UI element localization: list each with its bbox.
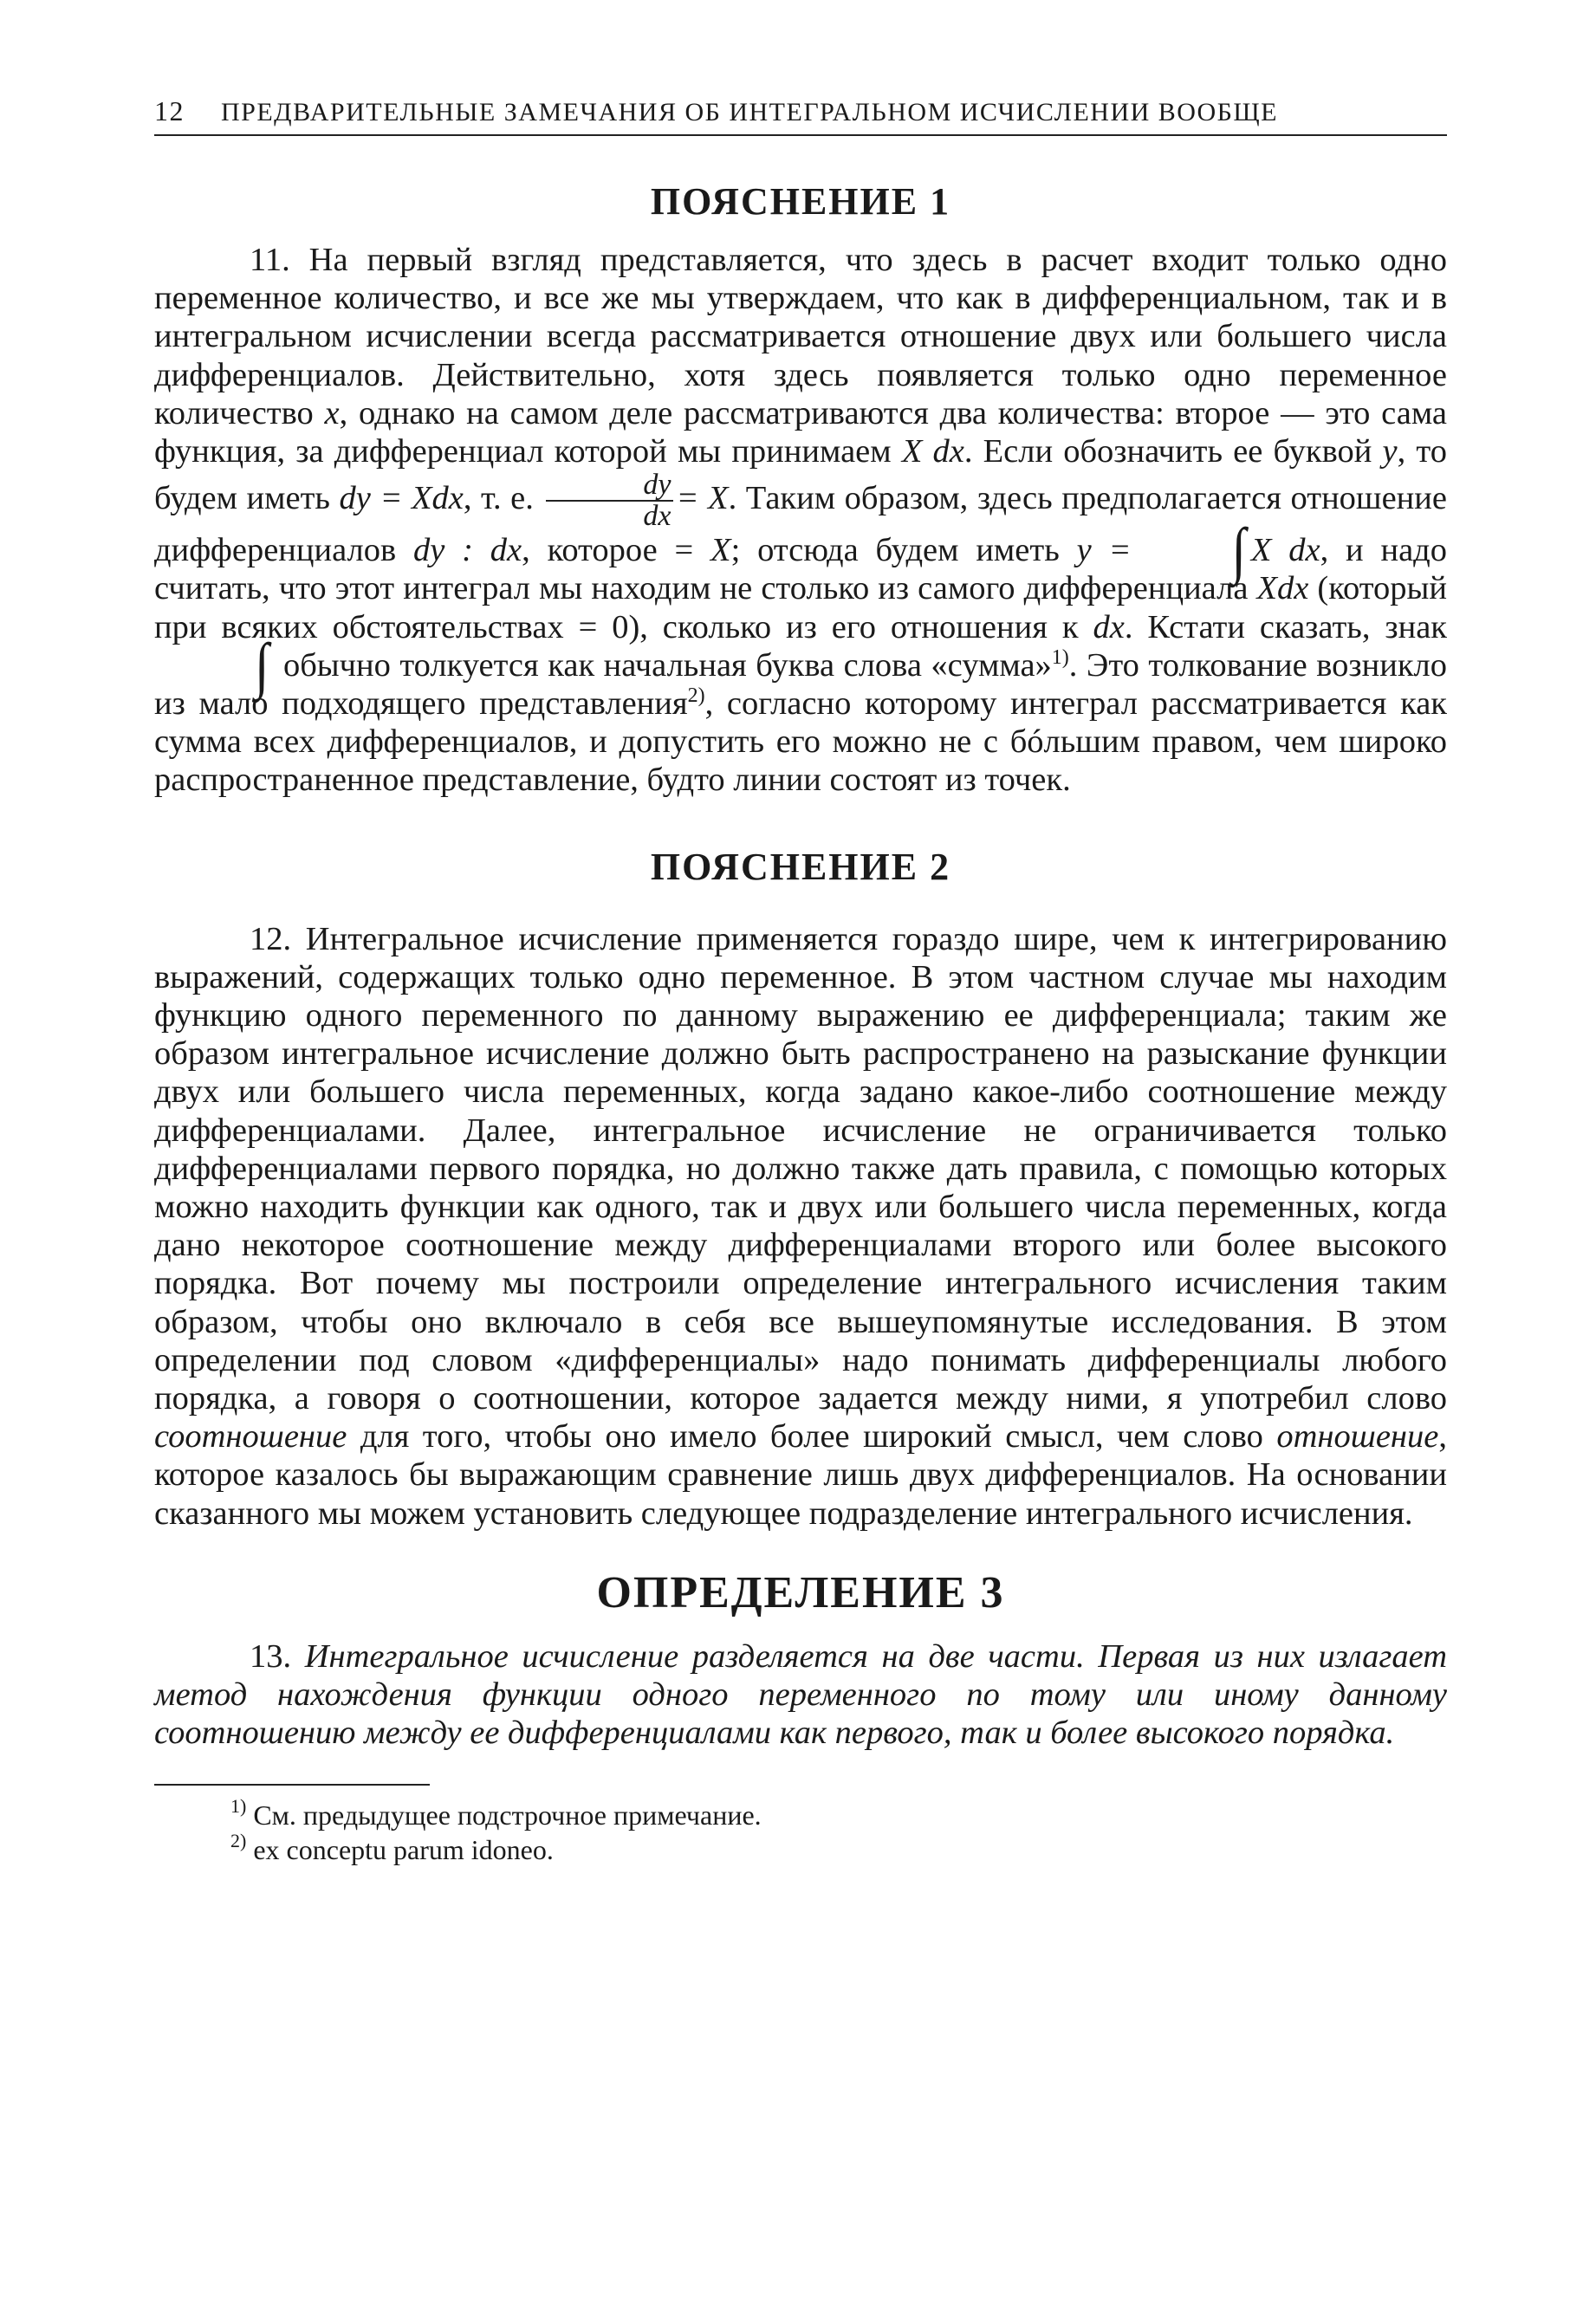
paragraph-11 [154,241,1447,800]
text: , которое = [522,532,711,569]
text: обычно толкуется как начальная буква слова «сумма» [274,646,1052,684]
paragraph-13 [154,1637,1447,1753]
math-Xdx-2: X dx [1250,532,1320,569]
section-heading-2: ПОЯСНЕНИЕ 2 [650,845,951,888]
integral-sign-icon: ∫ [255,631,269,700]
definition-text: Интегральное исчисление разделяется на две части. Первая из них излагает метод нахождения функции одного переменного по тому или иному данному соотношению между ее дифференциалами как первого, так и более высокого порядка. [154,1637,1447,1752]
math-Xdx-3: Xdx [1256,570,1309,607]
footnote-mark: 1) [230,1794,247,1817]
footnote-text: См. предыдущее подстрочное примечание. [253,1799,762,1831]
math-y: y [1382,433,1398,470]
emph-otnoshenie: отношение [1276,1418,1439,1455]
paragraph-12 [154,920,1447,1533]
text: для того, чтобы оно имело более широкий смысл, чем слово [347,1418,1277,1455]
text: ; отсюда будем иметь [730,532,1077,569]
running-head [154,95,1447,136]
footnote-ref-1: 1) [1051,645,1069,669]
fraction-dy-dx [546,470,672,531]
text: , то будем иметь [154,433,1447,517]
text: . Кстати сказать, знак [1124,608,1448,645]
text: . Это толкование возникло из мало подходящего представления [154,646,1447,723]
footnote-1 [154,1794,1447,1832]
text: 11. На первый взгляд представляется, что здесь в расчет входит только одно переменное количество, и все же мы утверждаем, что как в дифференциальном, так и в интегральном исчислении всегда рассматривается отношение двух или большего числа дифференциалов. Действительно, хотя здесь появляется только одно переменное количество [154,242,1447,431]
running-title: ПРЕДВАРИТЕЛЬНЫЕ ЗАМЕЧАНИЯ ОБ ИНТЕГРАЛЬНОМ ИСЧИСЛЕНИИ ВООБЩЕ [221,98,1278,126]
fraction-numerator: dy [546,470,672,502]
section-heading-3: ОПРЕДЕЛЕНИЕ 3 [596,1567,1005,1618]
math-x: x [324,394,340,431]
text: 12. Интегральное исчисление применяется гораздо шире, чем к интегрированию выражений, содержащих только одно переменное. В этом частном случае мы находим функцию одного переменного по данному выражению ее дифференциала; таким же образом интегральное исчисление должно быть распространено на разыскание функции двух или большего числа переменных, когда задано какое-либо соотношение между дифференциалами. Далее, интегральное исчисление не ограничивается только дифференциалами первого порядка, но должно также дать правила, с помощью которых можно находить функции как одного, так и двух или большего числа переменных, когда дано некоторое соотношение между дифференциалами второго или более высокого порядка. Вот почему мы построили определение интегрального исчисления таким образом, чтобы оно включало в себя все вышеупомянутые исследования. В этом определении под словом «дифференциалы» надо понимать дифференциалы любого порядка, а говоря о соотношении, которое задается между ними, я употребил слово [154,920,1447,1417]
math-y-eq: y = [1076,532,1132,569]
fraction-denominator: dx [643,500,671,533]
footnote-2 [154,1829,1447,1867]
math-Xdx: X dx [901,433,964,470]
footnote-divider [154,1784,430,1786]
math-dx: dx [1093,608,1125,645]
math-dy-eq: dy = Xdx [339,480,464,517]
text: . Таким образом, здесь предполагается отношение дифференциалов [154,480,1447,569]
page [154,95,1447,1867]
text: . Если обозначить ее буквой [963,433,1383,470]
text: , однако на самом деле рассматриваются два количества: второе — это сама функция, за дифференциал которой мы принимаем [154,394,1448,470]
integral-sign-icon: ∫ [1231,515,1246,585]
text: , и надо считать, что этот интеграл мы находим не столько из самого дифференциала [154,532,1448,607]
section-heading-1: ПОЯСНЕНИЕ 1 [650,180,951,223]
emph-sootnoshenie: соотношение [154,1418,347,1455]
math-ratio: dy : dx [412,532,522,569]
footnote-text: ex conceptu parum idoneo. [253,1833,554,1865]
math-X: X [710,532,731,569]
text: , согласно которому интеграл рассматривается как сумма всех дифференциалов, и допустить его можно не с бóльшим правом, чем широко распространенное представление, будто линии состоят из точек. [154,685,1447,799]
paragraph-number: 13. [250,1637,305,1675]
footnote-mark: 2) [230,1829,247,1851]
page-number: 12 [154,95,185,126]
text: (который при всяких обстоятельствах = 0), сколько из его отношения к [154,570,1447,645]
text: , которое казалось бы выражающим сравнение лишь двух дифференциалов. На основании сказанного мы можем установить следующее подразделение интегрального исчисления. [154,1418,1447,1532]
footnote-ref-2: 2) [687,684,705,708]
text: , т. е. [463,480,543,517]
math-eq-X: = X [676,480,729,517]
